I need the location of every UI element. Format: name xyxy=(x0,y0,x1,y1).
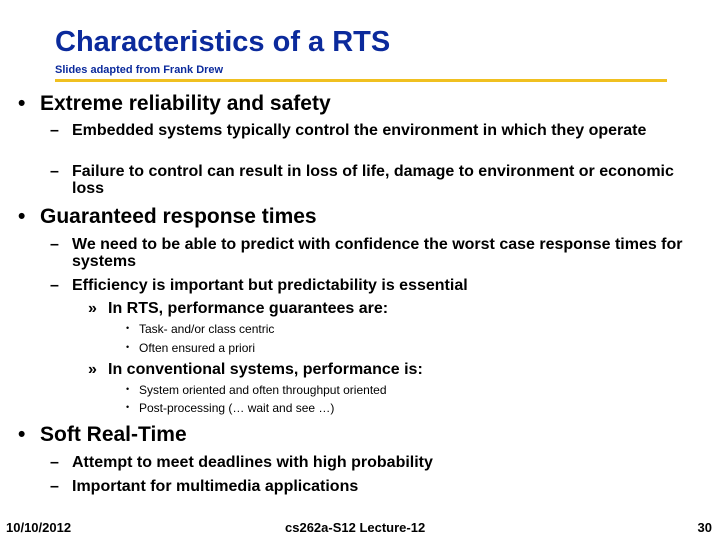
small-bullet-marker: • xyxy=(126,384,130,394)
sub-bullet-multimedia xyxy=(50,478,690,495)
sub-bullet-text: We need to be able to predict with confidence the worst case response times for systems xyxy=(72,236,683,270)
dash-marker: – xyxy=(50,236,59,253)
sub-sub-bullet-text: In conventional systems, performance is: xyxy=(108,361,423,378)
dash-marker: – xyxy=(50,163,59,180)
sub-bullet-text: Attempt to meet deadlines with high probability xyxy=(72,454,433,471)
small-bullet-marker: • xyxy=(126,323,130,333)
sub-bullet-deadlines xyxy=(50,454,690,471)
dash-marker: – xyxy=(50,454,59,471)
bullet-text: Guaranteed response times xyxy=(40,205,317,228)
small-bullet-marker: • xyxy=(126,342,130,352)
sub-bullet-text: Failure to control can result in loss of life, damage to environment or economic loss xyxy=(72,163,674,197)
sub-bullet-failure xyxy=(50,163,690,197)
guillemet-marker: » xyxy=(88,300,97,317)
bullet-text: Soft Real-Time xyxy=(40,423,187,446)
dash-marker: – xyxy=(50,122,59,139)
detail-text: System oriented and often throughput oriented xyxy=(139,383,387,397)
sub-bullet-text: Embedded systems typically control the environment in which they operate xyxy=(72,122,647,139)
sub-bullet-text: Important for multimedia applications xyxy=(72,478,359,495)
bullet-marker: • xyxy=(18,205,26,228)
detail-text: Post-processing (… wait and see …) xyxy=(139,401,335,415)
sub-bullet-text: Efficiency is important but predictability is essential xyxy=(72,277,468,294)
bullet-marker: • xyxy=(18,423,26,446)
footer-date: 10/10/2012 xyxy=(6,520,72,535)
dash-marker: – xyxy=(50,277,59,294)
footer-course: cs262a-S12 Lecture-12 xyxy=(285,520,426,535)
bullet-marker: • xyxy=(18,92,26,115)
dash-marker: – xyxy=(50,478,59,495)
slide-subtitle: Slides adapted from Frank Drew xyxy=(55,64,224,76)
small-bullet-marker: • xyxy=(126,402,130,412)
detail-text: Task- and/or class centric xyxy=(139,322,275,336)
sub-bullet-embedded xyxy=(50,122,690,139)
title-underline xyxy=(55,79,667,82)
sub-bullet-efficiency xyxy=(50,277,690,294)
detail-text: Often ensured a priori xyxy=(139,341,256,355)
guillemet-marker: » xyxy=(88,361,97,378)
page-number: 30 xyxy=(697,520,712,535)
sub-sub-bullet-text: In RTS, performance guarantees are: xyxy=(108,300,389,317)
slide-title: Characteristics of a RTS xyxy=(55,26,391,58)
bullet-text: Extreme reliability and safety xyxy=(40,92,331,115)
sub-bullet-predict xyxy=(50,236,690,270)
